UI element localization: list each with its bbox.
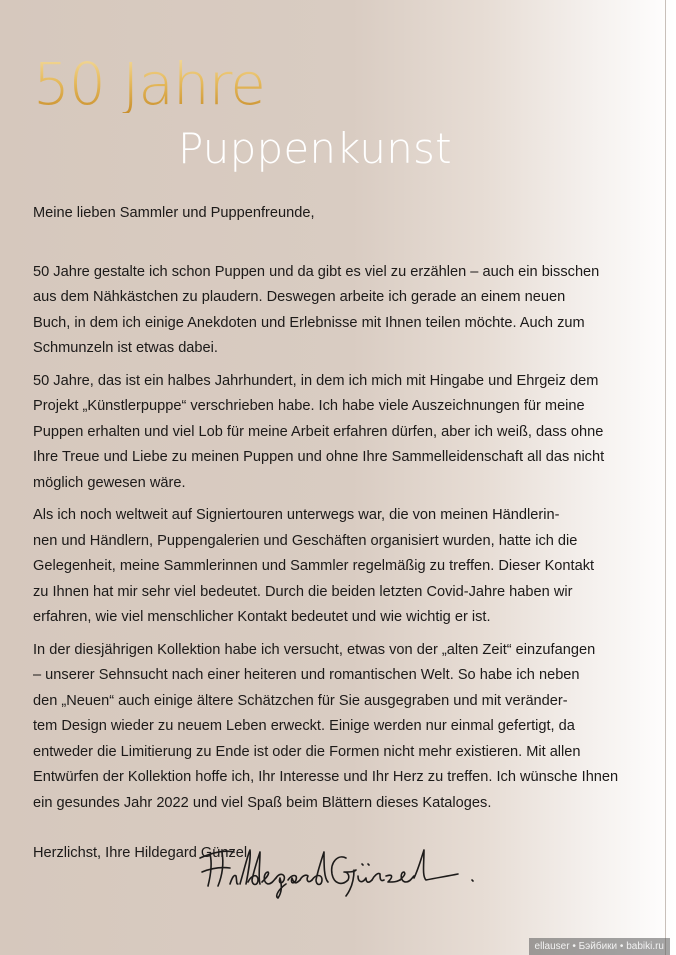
text-line: ein gesundes Jahr 2022 und viel Spaß beim Blättern dieses Kataloges. xyxy=(33,794,492,811)
text-line: Schmunzeln ist etwas dabei. xyxy=(33,340,218,356)
text-line: Buch, in dem ich einige Anekdoten und Erlebnisse mit Ihnen teilen möchte. Auch zum xyxy=(33,314,585,331)
text-line: erfahren, wie viel menschlicher Kontakt bedeutet und wie wichtig er ist. xyxy=(33,609,491,625)
watermark: ellauser • Бэйбики • babiki.ru xyxy=(529,938,670,955)
letter-paragraph-3 xyxy=(33,503,618,631)
page-title: 50 Jahre xyxy=(33,50,265,118)
text-line: aus dem Nähkästchen zu plaudern. Deswegen arbeite ich gerade an einem neuen xyxy=(33,289,566,305)
text-line: nen und Händlern, Puppengalerien und Geschäften organisiert wurden, hatte ich die xyxy=(33,532,578,549)
handwritten-signature xyxy=(196,840,496,900)
letter-greeting: Meine lieben Sammler und Puppenfreunde, xyxy=(33,205,315,221)
text-line: zu Ihnen hat mir sehr viel bedeutet. Durch die beiden letzten Covid-Jahre haben wir xyxy=(33,583,573,600)
text-line: den „Neuen“ auch einige ältere Schätzchen für Sie ausgegraben und mit veränder- xyxy=(33,692,568,709)
text-line: In der diesjährigen Kollektion habe ich versucht, etwas von der „alten Zeit“ einzufangen xyxy=(33,641,596,658)
text-line: tem Design wieder zu neuem Leben erweckt. Einige werden nur einmal gefertigt, da xyxy=(33,718,575,734)
letter-body xyxy=(33,201,618,867)
letter-paragraph-1 xyxy=(33,260,618,362)
text-line: 50 Jahre, das ist ein halbes Jahrhundert, in dem ich mich mit Hingabe und Ehrgeiz dem xyxy=(33,372,599,389)
page-subtitle: Puppenkunst xyxy=(178,124,452,173)
text-line: 50 Jahre gestalte ich schon Puppen und da gibt es viel zu erzählen – auch ein bisschen xyxy=(33,263,600,280)
letter-paragraph-4 xyxy=(33,638,618,817)
letter-paragraph-2 xyxy=(33,369,618,497)
text-line: möglich gewesen wäre. xyxy=(33,474,186,491)
page-edge-line xyxy=(665,0,666,955)
text-line: Puppen erhalten und viel Lob für meine Arbeit erfahren dürfen, aber ich weiß, dass ohne xyxy=(33,423,604,440)
text-line: – unserer Sehnsucht nach einer heiteren und romantischen Welt. So habe ich neben xyxy=(33,667,580,683)
text-line: entweder die Limitierung zu Ende ist oder die Formen nicht mehr existieren. Mit allen xyxy=(33,743,581,760)
letter-closing: Herzlichst, Ihre Hildegard Günzel xyxy=(33,845,248,861)
text-line: Gelegenheit, meine Sammlerinnen und Sammler regelmäßig zu treffen. Dieser Kontakt xyxy=(33,558,595,574)
text-line: Projekt „Künstlerpuppe“ verschrieben habe. Ich habe viele Auszeichnungen für meine xyxy=(33,398,585,414)
text-line: Entwürfen der Kollektion hoffe ich, Ihr Interesse und Ihr Herz zu treffen. Ich wünsche Ihnen xyxy=(33,769,619,785)
text-line: Ihre Treue und Liebe zu meinen Puppen und ohne Ihre Sammelleidenschaft all das nicht xyxy=(33,449,605,465)
text-line: Als ich noch weltweit auf Signiertouren unterwegs war, die von meinen Händlerin- xyxy=(33,507,560,523)
